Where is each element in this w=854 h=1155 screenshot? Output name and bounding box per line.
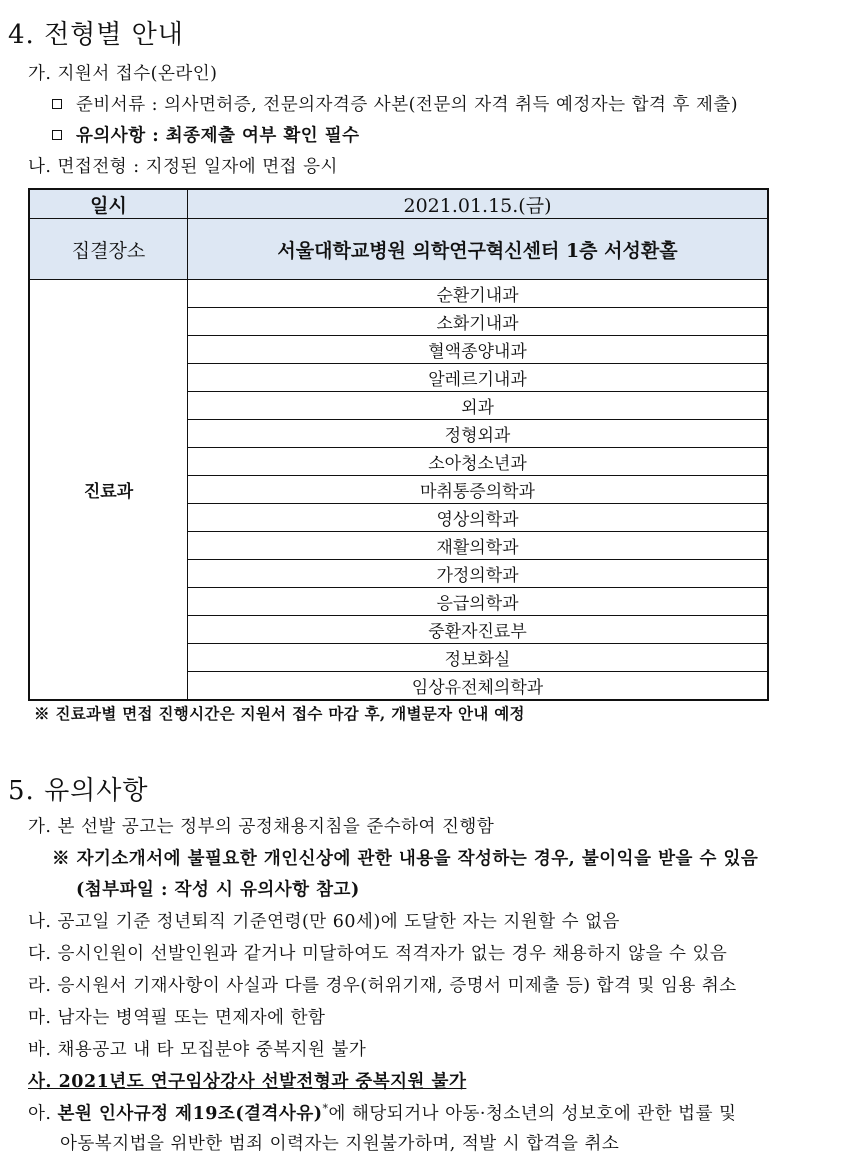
- department-cell: 응급의학과: [188, 588, 769, 616]
- section5-ga: 가. 본 선발 공고는 정부의 공정채용지침을 준수하여 진행함: [28, 817, 495, 837]
- section5-ga-note2: (첨부파일 : 작성 시 유의사항 참고): [76, 880, 360, 900]
- section5-title: 5. 유의사항: [8, 776, 149, 806]
- department-cell: 중환자진료부: [188, 616, 769, 644]
- department-cell: 정형외과: [188, 420, 769, 448]
- department-cell: 정보화실: [188, 644, 769, 672]
- section5-da: 다. 응시인원이 선발인원과 같거나 미달하여도 적격자가 없는 경우 채용하지 않을 수 있음: [28, 944, 728, 964]
- table-row-date: [29, 189, 768, 219]
- section4-a-item2: [52, 122, 360, 147]
- department-cell: 외과: [188, 392, 769, 420]
- section5-ra: 라. 응시원서 기재사항이 사실과 다를 경우(허위기재, 증명서 미제출 등) 합격 및 임용 취소: [28, 976, 737, 996]
- department-cell: 소아청소년과: [188, 448, 769, 476]
- section5-a-prefix: 아.: [28, 1104, 52, 1124]
- section4-title: 4. 전형별 안내: [8, 20, 184, 50]
- department-cell: 재활의학과: [188, 532, 769, 560]
- section4-note: ※ 진료과별 면접 진행시간은 지원서 접수 마감 후, 개별문자 안내 예정: [34, 704, 525, 723]
- square-bullet-icon: [52, 99, 62, 109]
- department-cell: 마취통증의학과: [188, 476, 769, 504]
- dept-label-cell: 진료과: [29, 280, 188, 701]
- department-cell: 영상의학과: [188, 504, 769, 532]
- place-label-cell: 집결장소: [29, 219, 188, 280]
- interview-schedule-table: [28, 188, 769, 701]
- department-cell: 혈액종양내과: [188, 336, 769, 364]
- section5-a-line2: 아동복지법을 위반한 범죄 이력자는 지원불가하며, 적발 시 합격을 취소: [60, 1134, 620, 1154]
- section5-na: 나. 공고일 기준 정년퇴직 기준연령(만 60세)에 도달한 자는 지원할 수 없음: [28, 912, 620, 932]
- section4-b-label: 나. 면접전형 : 지정된 일자에 면접 응시: [28, 157, 338, 177]
- department-cell: 순환기내과: [188, 280, 769, 308]
- table-row: [29, 280, 768, 308]
- section4-a-item1: [52, 91, 738, 116]
- section5-sa: 사. 2021년도 연구임상강사 선발전형과 중복지원 불가: [28, 1072, 467, 1092]
- department-cell: 가정의학과: [188, 560, 769, 588]
- table-row-place: [29, 219, 768, 280]
- section5-a-rest: 에 해당되거나 아동·청소년의 성보호에 관한 법률 및: [328, 1104, 737, 1124]
- department-list: [29, 280, 768, 701]
- section5-ba: 바. 채용공고 내 타 모집분야 중복지원 불가: [28, 1040, 367, 1060]
- section5-a-bold: 본원 인사규정 제19조(결격사유): [57, 1104, 323, 1124]
- section4-a-label: 가. 지원서 접수(온라인): [28, 64, 218, 84]
- section5-a: [28, 1100, 736, 1125]
- section5-ga-note1: ※ 자기소개서에 불필요한 개인신상에 관한 내용을 작성하는 경우, 불이익을 받을 수 있음: [52, 849, 759, 869]
- department-cell: 소화기내과: [188, 308, 769, 336]
- section4-a-item2-text: 유의사항 : 최종제출 여부 확인 필수: [76, 126, 360, 146]
- section5-a-sup: *: [322, 1102, 329, 1116]
- square-bullet-icon: [52, 130, 62, 140]
- date-label-cell: 일시: [29, 189, 188, 219]
- department-cell: 알레르기내과: [188, 364, 769, 392]
- section5-ma: 마. 남자는 병역필 또는 면제자에 한함: [28, 1008, 326, 1028]
- section4-a-item1-text: 준비서류 : 의사면허증, 전문의자격증 사본(전문의 자격 취득 예정자는 합격 후 제출): [76, 95, 739, 115]
- date-value-cell: 2021.01.15.(금): [188, 189, 769, 219]
- place-value-cell: 서울대학교병원 의학연구혁신센터 1층 서성환홀: [188, 219, 769, 280]
- department-cell: 임상유전체의학과: [188, 672, 769, 701]
